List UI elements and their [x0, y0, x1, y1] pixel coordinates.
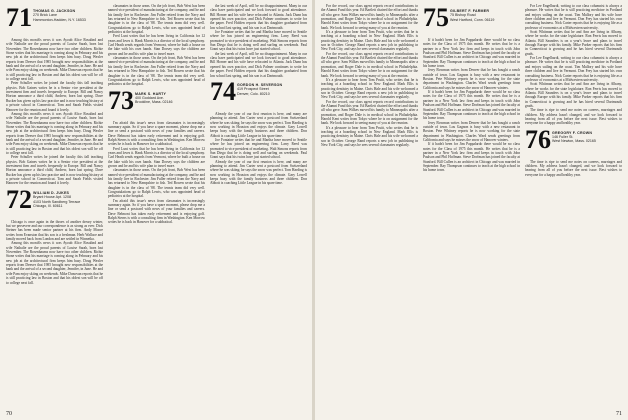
class-note-text: classmates in those areas. On the job front, Bob West has been named vice president of manufacturing at the company, and he and his family live in Rochester. Jim Fuller retired from the Navy and has returned to New Hampshire to fish. Ted Bowen wrote that his daughter is in the class of '88. The tennis team did very well. Congratulations go to Ralph Lewis, who was appointed head of pediatrics at the hospital. [108, 4, 205, 35]
class-note-text: Peter Schuller writes he joined the faculty this fall teaching physics. Bob Gaines writes he is a Senior vice president at the investment firm and travels frequently to Europe. Bill and Nancy Horton announce a third child, Andrew, born last spring. Dave Rucker has given up his law practice and is now teaching history at a private school in Connecticut. Tom and Sarah Fields visited Hanover for the reunion and found it lovely. [6, 155, 103, 186]
entry-address: GORDON H. SEVERSON 419 Prospect Street Denver, Colo. 80210 [237, 82, 283, 96]
column-2 [108, 4, 205, 225]
entry-name: GILBERT F. FARMER [450, 9, 490, 13]
column-3 [210, 4, 307, 186]
entry-address: THOMAS G. JACKSON 270 Brick Lane Hammonton-Hadden, N.Y. 16533 [33, 9, 86, 22]
column-6 [525, 4, 622, 177]
entry-number: 72 [6, 184, 32, 214]
entry-number: 73 [108, 85, 134, 115]
class-note-text: Among this month's news it was Ayoub Alice Rosalind and wife Nathalie are the proud parents of Louise Sarah, born last November. The Rosenbaums now have two other children. Richie Stone writes that his marriage is coming along in February and his new job at the architectural firm keeps him busy. Doug Wexler reports from Denver that 1985 brought new responsibilities at the bank and the arrival of a second daughter, Jennifer, in June. He and wife Pam enjoy skiing on weekends. Mike Donovan reports that he is still practicing law in Boston and that his oldest son will be off to college next fall. [6, 111, 103, 155]
class-note-text: For Lee Engelhardt, writing to our class columnist is always a pleasure. He writes that he is still practicing medicine in Portland and enjoys sailing on the coast. Tim Mallory and his wife have three children and live in Vermont. Don Frey has started his own consulting business. Nick Carter reports that he is enjoying life as a professor of economics at a Midwestern university. [525, 4, 623, 30]
left-page [0, 0, 313, 420]
class-note-text: Joe Fontaine writes that he and Martha have moved to Seattle where he has joined an engineering firm. Larry Reed was promoted to vice president of marketing. Walt Simons reports from San Diego that he is doing well and surfing on weekends. Paul Grant says that his twins have just started school. [210, 30, 307, 52]
column-4 [321, 4, 418, 147]
class-entry-76 [525, 124, 622, 158]
class-note-text: Scott Whitman writes that he and Ann are living in Albany, where he works for the state legislature. Ron Ferris has moved to Atlanta. Bill Saunders is on a year's leave and plans to travel through Europe with his family. Mike Parker reports that his firm in Connecticut is growing and he has hired several Dartmouth grads. [525, 82, 622, 108]
class-note-text: Fred Lunt writes that he has been living in California for 12 years and loves it. Hank Morris is a director of the local symphony. Carl Heath sends regards from Vermont, where he built a house on the lake with his own hands. Stan Dorsey says the children are grown and he and his wife plan to travel more. [108, 34, 205, 56]
class-note-text: For the record, our class agent reports record contributions to the Alumni Fund this year. Ed Bartlett chaired the effort and thanks all who gave. Sam Wilkes moved his family to Minneapolis after a promotion, and Roger Dale is in medical school in Philadelphia. Harold Kent writes from Tokyo where he is on assignment for the bank. We look forward to seeing many of you at the reunion. [321, 4, 418, 30]
entry-number: 74 [210, 76, 236, 106]
class-note-text: classmates in those areas. On the job front, Bob West has been named vice president of manufacturing at the company, and he and his family live in Rochester. Jim Fuller retired from the Navy and has returned to New Hampshire to fish. Ted Bowen wrote that his daughter is in the class of '88. The tennis team did very well. Congratulations go to Ralph Lewis, who was appointed head of pediatrics at the hospital. [108, 56, 205, 87]
class-note-text: It's a pleasure to hear from Tom Pruitt, who writes that he is teaching at a boarding school in New England. Mark Ellis is practicing dentistry in Maine. Chris Hale and his wife welcomed a son in October. George Rand reports a new job in publishing in New York City, and says he sees several classmates regularly. [321, 125, 418, 147]
class-note-text: I'm afraid this issue's news from classmates is increasingly summary again. So if you have a spare moment, please drop me a line or send a postcard with news of your families and careers. Dave Belmont has taken early retirement and is enjoying golf. Ralph Sterns is with a consulting firm in Washington. Ken Morrow writes he is back in Hanover for a sabbatical. [108, 198, 205, 225]
page-number-right: 71 [616, 411, 622, 417]
entry-address: GREGORY F. CROWN 146 Fuller St. West Newton, Mass. 02165 [552, 130, 596, 144]
class-entry-75 [423, 3, 520, 36]
column-5 [423, 4, 520, 173]
class-entry-74 [210, 76, 307, 110]
class-note-text: Joe Fontaine writes that he and Martha have moved to Seattle where he has joined an engineering firm. Larry Reed was promoted to vice president of marketing. Walt Simons reports from San Diego that he is doing well and surfing on weekends. Paul Grant says that his twins have just started school. [210, 137, 307, 160]
class-note-text: For the record, our class agent reports record contributions to the Alumni Fund this year. Ed Bartlett chaired the effort and thanks all who gave. Sam Wilkes moved his family to Minneapolis after a promotion, and Roger Dale is in medical school in Philadelphia. Harold Kent writes from Tokyo where he is on assignment for the bank. We look forward to seeing many of you at the reunion. [321, 99, 418, 126]
class-note-text: Chicago is once again in the throes of another dreary winter, but we persevere and our correspondence is as strong as ever. Dick Steiner has been made senior partner at his firm. Andy Moore writes from Evanston that his son is a freshman. Herb Wallace and family moved back from London and are settled in Winnetka. [6, 219, 103, 242]
class-note-text: If it hadn't been for Jim Pappalardo there would be no class notes for the Class of 1975 this month. He writes that he is a partner in a New York law firm and keeps in touch with John Paulson and Phil Hoffman. Steve Dorfman has joined the faculty at Stanford. Bill Cullen is an architect in Chicago and was married in September. Ray Thompson continues to teach at the high school in his home town. [423, 38, 520, 69]
class-note-text: Among this month's news it was Ayoub Alice Rosalind and wife Nathalie are the proud parents of Louise Sarah, born last November. The Rosenbaums now have two other children. Richie Stone writes that his marriage is coming along in February and his new job at the architectural firm keeps him busy. Doug Wexler reports from Denver that 1985 brought new responsibilities at the bank and the arrival of a second daughter, Jennifer, in June. He and wife Pam enjoy skiing on weekends. Mike Donovan reports that he is still practicing law in Boston and that his oldest son will be off to college next fall. [6, 241, 103, 285]
class-note-text: For the record, our class agent reports record contributions to the Alumni Fund this year. Ed Bartlett chaired the effort and thanks all who gave. Sam Wilkes moved his family to Minneapolis after a promotion, and Roger Dale is in medical school in Philadelphia. Harold Kent writes from Tokyo where he is on assignment for the bank. We look forward to seeing many of you at the reunion. [321, 51, 418, 78]
class-note-text: I'm afraid this issue's news from classmates is increasingly summary again. So if you have a spare moment, please drop me a line or send a postcard with news of your families and careers. Dave Belmont has taken early retirement and is enjoying golf. Ralph Sterns is with a consulting firm in Washington. Ken Morrow writes he is back in Hanover for a sabbatical. [108, 120, 205, 147]
entry-name: WILLIAM D. JUKES [33, 190, 70, 195]
entry-name: GREGORY F. CROWN [552, 130, 593, 135]
entry-name: THOMAS G. JACKSON [33, 9, 76, 13]
class-note-text: Already the year of our first reunion is here, and many are planning to attend. Jim Carter sent a postcard from Switzerland where he was skiing; he says the snow was perfect. Tom Harding is now working in Houston and enjoys the climate. Gary Lowell keeps busy with the family business and three children. Don Abbott is coaching Little League in his spare time. [210, 159, 307, 186]
class-note-text: the last week of April, will be no disappointment. Many in our class have participated and we look forward to good attendance. Bill Horner and his wife have relocated to Atlanta. Jack Dunn has opened his own practice, and Dick Palmer continues to write for the paper. Fred Holden reports that his daughter graduated from law school last spring, and his son is at Dartmouth. [210, 51, 307, 78]
entry-number: 75 [423, 3, 449, 32]
class-note-text: Scott Whitman writes that he and Ann are living in Albany, where he works for the state legislature. Ron Ferris has moved to Atlanta. Bill Saunders is on a year's leave and plans to travel through Europe with his family. Mike Parker reports that his firm in Connecticut is growing and he has hired several Dartmouth grads. [525, 30, 622, 56]
class-note-text: If it hadn't been for Jim Pappalardo there would be no class notes for the Class of 1975 this month. He writes that he is a partner in a New York law firm and keeps in touch with John Paulson and Phil Hoffman. Steve Dorfman has joined the faculty at Stanford. Bill Cullen is an architect in Chicago and was married in September. Ray Thompson continues to teach at the high school in his home town. [423, 90, 520, 121]
class-note-text: The time is ripe to send me notes on careers, marriages and children. My address hasn't changed, and we look forward to hearing from all of you before the next issue. Best wishes to everyone for a happy and healthy year. [525, 108, 622, 126]
class-entry-73 [108, 85, 205, 119]
class-note-text: the last week of April, will be no disappointment. Many in our class have participated and we look forward to good attendance. Bill Horner and his wife have relocated to Atlanta. Jack Dunn has opened his own practice, and Dick Palmer continues to write for the paper. Fred Holden reports that his daughter graduated from law school last spring, and his son is at Dartmouth. [210, 4, 307, 30]
entry-number: 71 [6, 3, 32, 32]
page-number-left: 70 [6, 411, 12, 417]
class-entry-72 [6, 184, 103, 218]
entry-address: GILBERT F. FARMER 75 Bishop Road West Hartford, Conn. 06119 [450, 9, 495, 22]
class-note-text: For Lee Engelhardt, writing to our class columnist is always a pleasure. He writes that he is still practicing medicine in Portland and enjoys sailing on the coast. Tim Mallory and his wife have three children and live in Vermont. Don Frey has started his own consulting business. Nick Carter reports that he is enjoying life as a professor of economics at a Midwestern university. [525, 56, 623, 82]
right-page [315, 0, 628, 420]
entry-number: 76 [525, 124, 551, 154]
entry-address: WILLIAM D. JUKES Bryant House Apt. 1208 4103 North Sandberg Terrace Chicago, Ill. 60611 [33, 190, 81, 208]
class-note-text: It's a pleasure to hear from Tom Pruitt, who writes that he is teaching at a boarding school in New England. Mark Ellis is practicing dentistry in Maine. Chris Hale and his wife welcomed a son in October. George Rand reports a new job in publishing in New York City, and says he sees several classmates regularly. [321, 77, 418, 100]
entry-name: MARK S. HARTY [135, 91, 167, 96]
class-note-text: classmates in those areas. On the job front, Bob West has been named vice president of manufacturing at the company, and he and his family live in Rochester. Jim Fuller retired from the Navy and has returned to New Hampshire to fish. Ted Bowen wrote that his daughter is in the class of '88. The tennis team did very well. Congratulations go to Ralph Lewis, who was appointed head of pediatrics at the hospital. [108, 168, 205, 199]
entry-address: MARK S. HARTY 400 Goddard Ave. Brookline, Mass. 02146 [135, 91, 173, 105]
class-note-text: Jerry Bowman writes from Denver that he has bought a ranch outside of town. Lou Gagnon is busy with a new restaurant in Boston. Pete Whitney reports he is now working for the state department in Washington. Charles Ward sends greetings from California and says he misses the snow of Hanover winters. [423, 120, 520, 142]
class-note-text: The time is ripe to send me notes on careers, marriages and children. My address hasn't changed, and we look forward to hearing from all of you before the next issue. Best wishes to everyone for a happy and healthy year. [525, 159, 622, 177]
class-note-text: Fred Lunt writes that he has been living in California for 12 years and loves it. Hank Morris is a director of the local symphony. Carl Heath sends regards from Vermont, where he built a house on the lake with his own hands. Stan Dorsey says the children are grown and he and his wife plan to travel more. [108, 146, 205, 168]
class-note-text: Already the year of our first reunion is here, and many are planning to attend. Jim Carter sent a postcard from Switzerland where he was skiing; he says the snow was perfect. Tom Harding is now working in Houston and enjoys the climate. Gary Lowell keeps busy with the family business and three children. Don Abbott is coaching Little League in his spare time. [210, 111, 307, 138]
column-1 [6, 4, 103, 285]
class-note-text: Jerry Bowman writes from Denver that he has bought a ranch outside of town. Lou Gagnon is busy with a new restaurant in Boston. Pete Whitney reports he is now working for the state department in Washington. Charles Ward sends greetings from California and says he misses the snow of Hanover winters. [423, 68, 520, 90]
class-note-text: Peter Schuller writes he joined the faculty this fall teaching physics. Bob Gaines writes he is a Senior vice president at the investment firm and travels frequently to Europe. Bill and Nancy Horton announce a third child, Andrew, born last spring. Dave Rucker has given up his law practice and is now teaching history at a private school in Connecticut. Tom and Sarah Fields visited Hanover for the reunion and found it lovely. [6, 81, 103, 112]
class-note-text: It's a pleasure to hear from Tom Pruitt, who writes that he is teaching at a boarding school in New England. Mark Ellis is practicing dentistry in Maine. Chris Hale and his wife welcomed a son in October. George Rand reports a new job in publishing in New York City, and says he sees several classmates regularly. [321, 30, 418, 52]
class-note-text: If it hadn't been for Jim Pappalardo there would be no class notes for the Class of 1975 this month. He writes that he is a partner in a New York law firm and keeps in touch with John Paulson and Phil Hoffman. Steve Dorfman has joined the faculty at Stanford. Bill Cullen is an architect in Chicago and was married in September. Ray Thompson continues to teach at the high school in his home town. [423, 142, 520, 173]
class-entry-71 [6, 3, 103, 36]
class-note-text: Among this month's news it was Ayoub Alice Rosalind and wife Nathalie are the proud parents of Louise Sarah, born last November. The Rosenbaums now have two other children. Richie Stone writes that his marriage is coming along in February and his new job at the architectural firm keeps him busy. Doug Wexler reports from Denver that 1985 brought new responsibilities at the bank and the arrival of a second daughter, Jennifer, in June. He and wife Pam enjoy skiing on weekends. Mike Donovan reports that he is still practicing law in Boston and that his oldest son will be off to college next fall. [6, 38, 103, 82]
entry-name: GORDON H. SEVERSON [237, 82, 283, 87]
